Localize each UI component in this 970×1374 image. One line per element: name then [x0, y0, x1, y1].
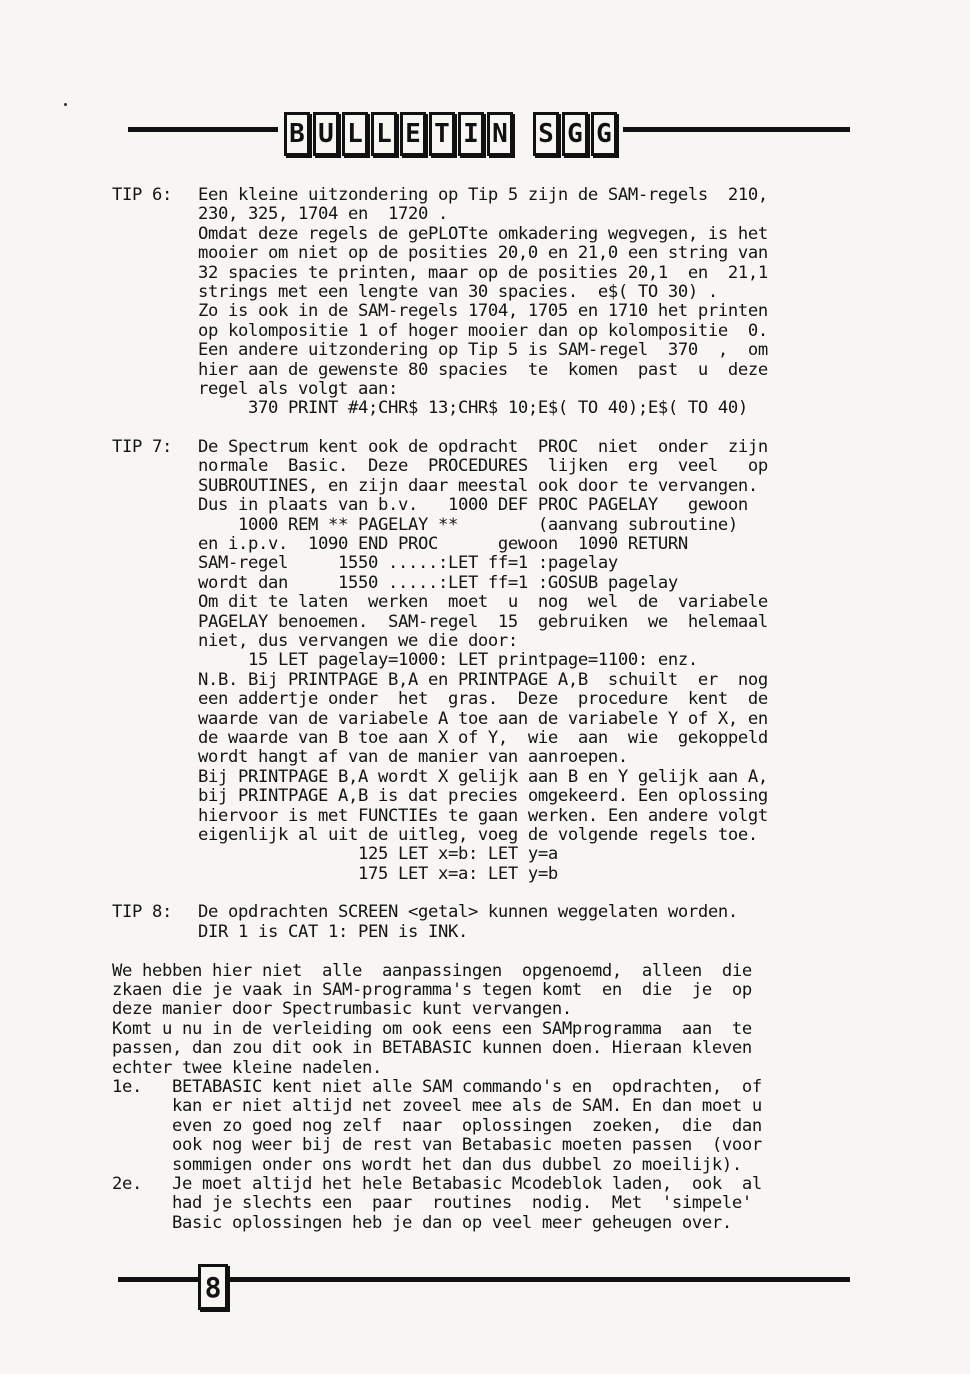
text-line: Dus in plaats van b.v. 1000 DEF PROC PAGELAY gewoon	[198, 495, 748, 516]
text-line: wordt hangt af van de manier van aanroepen.	[198, 747, 628, 768]
text-line: een addertje onder het gras. Deze procedure kent de	[198, 689, 768, 710]
tip-text	[198, 438, 862, 884]
text-line: mooier om niet op de posities 20,0 en 21,0 een string van	[198, 243, 768, 264]
text-line: BETABASIC kent niet alle SAM commando's en opdrachten, of	[172, 1076, 762, 1097]
text-line: N.B. Bij PRINTPAGE B,A en PRINTPAGE A,B schuilt er nog	[198, 669, 768, 690]
list-text	[172, 1078, 862, 1175]
text-line: 230, 325, 1704 en 1720 .	[198, 204, 448, 225]
tip-label: TIP 6:	[112, 185, 172, 205]
article-body	[112, 186, 862, 1233]
code-line: 370 PRINT #4;CHR$ 13;CHR$ 10;E$( TO 40);E$( TO 40)	[198, 398, 748, 419]
masthead-letter: L	[342, 112, 368, 156]
masthead-letter: E	[400, 112, 426, 156]
closing-paragraph	[112, 962, 862, 1078]
text-line: Komt u nu in de verleiding om ook eens een SAMprogramma aan te	[112, 1018, 752, 1039]
page-number: 8	[198, 1264, 228, 1310]
text-line: De opdrachten SCREEN <getal> kunnen weggelaten worden.	[198, 902, 738, 923]
text-line: ook nog weer bij de rest van Betabasic moeten passen (voor	[172, 1135, 762, 1156]
text-line: had je slechts een paar routines nodig. Met 'simpele'	[172, 1193, 752, 1214]
text-line: SAM-regel 1550 .....:LET ff=1 :pagelay	[198, 553, 618, 574]
text-line: hiervoor is met FUNCTIEs te gaan werken. Een andere volgt	[198, 805, 768, 826]
scan-speck	[64, 103, 67, 106]
text-line: SUBROUTINES, en zijn daar meestal ook door te vervangen.	[198, 475, 758, 496]
code-line: 175 LET x=a: LET y=b	[198, 863, 558, 884]
text-line: op kolompositie 1 of hoger mooier dan op kolompositie 0.	[198, 320, 768, 341]
text-line: Een kleine uitzondering op Tip 5 zijn de SAM-regels 210,	[198, 185, 768, 205]
masthead-letter: N	[487, 112, 513, 156]
code-line: 125 LET x=b: LET y=a	[198, 844, 558, 865]
tip-6	[112, 186, 862, 419]
code-line: 15 LET pagelay=1000: LET printpage=1100: enz.	[198, 650, 698, 671]
masthead-letter: U	[313, 112, 339, 156]
text-line: zkaen die je vaak in SAM-programma's tegen komt en die je op	[112, 980, 752, 1001]
text-line: normale Basic. Deze PROCEDURES lijken erg veel op	[198, 456, 768, 477]
masthead-letter: B	[284, 112, 310, 156]
text-line: sommigen onder ons wordt het dan dus dubbel zo moeilijk).	[172, 1154, 742, 1175]
code-line: 1000 REM ** PAGELAY ** (aanvang subroutine)	[198, 514, 738, 535]
text-line: regel als volgt aan:	[198, 378, 398, 399]
tip-7	[112, 438, 862, 884]
text-line: Je moet altijd het hele Betabasic Mcodeblok laden, ook al	[172, 1173, 762, 1194]
text-line: Bij PRINTPAGE B,A wordt X gelijk aan B en Y gelijk aan A,	[198, 766, 768, 787]
tip-label: TIP 8:	[112, 902, 172, 923]
text-line: deze manier door Spectrumbasic kunt vervangen.	[112, 999, 572, 1020]
text-line: De Spectrum kent ook de opdracht PROC niet onder zijn	[198, 437, 768, 458]
masthead-letter: G	[591, 112, 617, 156]
text-line: even zo goed nog zelf naar oplossingen zoeken, die dan	[172, 1115, 762, 1136]
text-line: PAGELAY benoemen. SAM-regel 15 gebruiken we helemaal	[198, 611, 768, 632]
tip-text	[198, 903, 862, 942]
text-line: en i.p.v. 1090 END PROC gewoon 1090 RETURN	[198, 534, 688, 555]
text-line: Basic oplossingen heb je dan op veel meer geheugen over.	[172, 1212, 732, 1233]
text-line: Zo is ook in de SAM-regels 1704, 1705 en 1710 het printen	[198, 301, 768, 322]
text-line: echter twee kleine nadelen.	[112, 1057, 382, 1078]
masthead	[278, 112, 623, 156]
text-line: passen, dan zou dit ook in BETABASIC kunnen doen. Hieraan kleven	[112, 1038, 752, 1059]
text-line: hier aan de gewenste 80 spacies te komen past u deze	[198, 359, 768, 380]
list-number: 2e.	[112, 1173, 142, 1194]
list-number: 1e.	[112, 1076, 142, 1097]
list-text	[172, 1175, 862, 1233]
text-line: strings met een lengte van 30 spacies. e$( TO 30) .	[198, 281, 718, 302]
text-line: de waarde van B toe aan X of Y, wie aan wie gekoppeld	[198, 727, 768, 748]
masthead-letter: T	[429, 112, 455, 156]
text-line: eigenlijk al uit de uitleg, voeg de volgende regels toe.	[198, 824, 758, 845]
text-line: Om dit te laten werken moet u nog wel de variabele	[198, 592, 768, 613]
text-line: Een andere uitzondering op Tip 5 is SAM-regel 370 , om	[198, 340, 768, 361]
text-line: Omdat deze regels de gePLOTte omkadering wegvegen, is het	[198, 223, 768, 244]
bulletin-header	[128, 112, 850, 162]
text-line: kan er niet altijd net zoveel mee als de SAM. En dan moet u	[172, 1096, 762, 1117]
tip-label: TIP 7:	[112, 437, 172, 458]
text-line: wordt dan 1550 .....:LET ff=1 :GOSUB pagelay	[198, 572, 678, 593]
text-line: waarde van de variabele A toe aan de variabele Y of X, en	[198, 708, 768, 729]
text-line: 32 spacies te printen, maar op de posities 20,1 en 21,1	[198, 262, 768, 283]
masthead-letter: I	[458, 112, 484, 156]
tip-text	[198, 186, 862, 419]
masthead-letter: S	[533, 112, 559, 156]
text-line: bij PRINTPAGE A,B is dat precies omgekeerd. Een oplossing	[198, 786, 768, 807]
masthead-letter: G	[562, 112, 588, 156]
list-item-1	[112, 1078, 862, 1175]
text-line: We hebben hier niet alle aanpassingen opgenoemd, alleen die	[112, 960, 752, 981]
text-line: DIR 1 is CAT 1: PEN is INK.	[198, 921, 468, 942]
tip-8	[112, 903, 862, 942]
masthead-letter: L	[371, 112, 397, 156]
list-item-2	[112, 1175, 862, 1233]
text-line: niet, dus vervangen we die door:	[198, 630, 518, 651]
page-footer	[118, 1262, 850, 1322]
